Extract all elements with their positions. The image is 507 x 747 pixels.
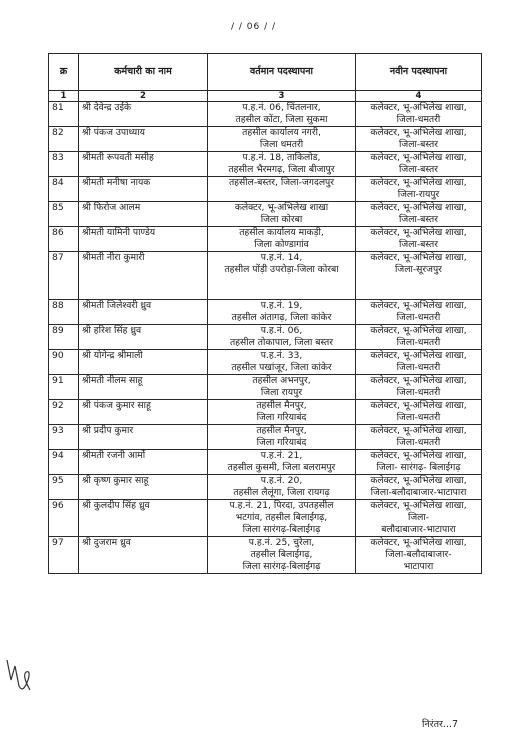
current-posting-line: प.ह.नं. 20, [260,475,303,486]
serial-number: 88 [49,300,79,325]
column-number: 2 [79,91,208,102]
current-posting-line: जिला गरियाबंद [256,412,307,423]
employee-name: श्री कृष्ण कुमार साहू [79,475,208,500]
current-posting-line: जिला धमतरी [259,139,304,150]
current-posting-line: जिला सारंगढ़-बिलाईगढ़ [242,524,321,535]
new-posting-line: जिला- [407,512,430,523]
current-posting-line: तहसील भैरमगढ़, जिला बीजापुर [228,164,335,175]
current-posting-line: तहसील कार्यालय नगरी, [242,127,321,138]
current-posting-line: तहसील लैलूंगा, जिला रायगढ़ [233,487,330,498]
employee-name: श्रीमती नीलम साहू [79,375,208,400]
current-posting-line: कलेक्टर, भू-अभिलेख शाखा [234,202,329,213]
current-posting [208,375,356,400]
new-posting-line: जिला-धमतरी [396,387,441,398]
table-row [49,177,482,202]
new-posting [356,325,482,350]
employee-name: श्री योगेन्द्र श्रीमाली [79,350,208,375]
column-number: 3 [208,91,356,102]
new-posting-line: जिला-धमतरी [396,437,441,448]
employee-name: श्री देवेन्द्र उईके [79,102,208,127]
new-posting-line: कलेक्टर, भू-अभिलेख शाखा, [370,300,467,311]
new-posting [356,102,482,127]
current-posting [208,152,356,177]
employee-name: श्रीमती जिलेश्वरी ध्रुव [79,300,208,325]
new-posting-line: कलेक्टर, भू-अभिलेख शाखा, [370,102,467,113]
current-posting [208,102,356,127]
new-posting-line: कलेक्टर, भू-अभिलेख शाखा, [370,375,467,386]
serial-number: 84 [49,177,79,202]
employee-name: श्री पंकज उपाध्याय [79,127,208,152]
header-new-posting: नवीन पदस्थापना [356,54,482,91]
new-posting-line: जिला-बस्तर [399,214,438,225]
new-posting-line: कलेक्टर, भू-अभिलेख शाखा, [370,425,467,436]
new-posting-line: जिला-धमतरी [396,337,441,348]
table-row [49,400,482,425]
serial-number: 92 [49,400,79,425]
employee-name: श्रीमती यामिनी पाण्डेय [79,227,208,252]
current-posting [208,177,356,202]
current-posting-line: तहसील अंतागढ़, जिला कांकेर [231,312,332,323]
page-number: / / 06 / / [230,22,277,32]
new-posting [356,227,482,252]
new-posting-line: भाटापारा [403,561,434,572]
current-posting-line: प.ह.नं. 18, ताकिलोड, [242,152,321,163]
serial-number: 95 [49,475,79,500]
current-posting [208,400,356,425]
current-posting [208,252,356,300]
new-posting-line: कलेक्टर, भू-अभिलेख शाखा, [370,350,467,361]
new-posting-line: जिला-धमतरी [396,312,441,323]
current-posting-line: तहसील पखांजूर, जिला कांकेर [231,362,332,373]
employee-name: श्री हरिश सिंह ध्रुव [79,325,208,350]
current-posting [208,300,356,325]
current-posting [208,350,356,375]
new-posting [356,252,482,300]
current-posting-line: जिला रायपुर [260,387,303,398]
current-posting-line: तहसील अभनपुर, [252,375,311,386]
signature-mark [4,650,36,694]
serial-number: 81 [49,102,79,127]
current-posting-line: प.ह.नं. 06, चिंतलनार, [242,102,321,113]
current-posting-line: प.ह.नं. 06, [260,325,303,336]
new-posting-line: जिला-बस्तर [399,139,438,150]
current-posting [208,537,356,574]
table-row [49,537,482,574]
serial-number: 97 [49,537,79,574]
employee-name: श्री दुजराम ध्रुव [79,537,208,574]
current-posting [208,475,356,500]
current-posting-line: भटगांव, तहसील बिलाईगढ़, [235,512,328,523]
serial-number: 94 [49,450,79,475]
transfer-table [48,53,482,574]
new-posting-line: बलौदाबाजार-भाटापारा [381,524,456,535]
column-number: 1 [49,91,79,102]
serial-number: 85 [49,202,79,227]
header-serial-number: क्र [49,54,79,91]
current-posting [208,450,356,475]
new-posting [356,202,482,227]
new-posting-line: कलेक्टर, भू-अभिलेख शाखा, [370,127,467,138]
table-row [49,500,482,537]
table-row [49,300,482,325]
new-posting-line: जिला-धमतरी [396,362,441,373]
current-posting-line: तहसील कुसमी, जिला बलरामपुर [227,462,336,473]
new-posting [356,152,482,177]
new-posting-line: जिला-रायपुर [397,189,440,200]
new-posting [356,425,482,450]
header-employee-name: कर्मचारी का नाम [79,54,208,91]
column-number-row [49,91,482,102]
column-number: 4 [356,91,482,102]
employee-name: श्रीमती रजनी आर्मो [79,450,208,475]
new-posting [356,400,482,425]
table-body [49,102,482,574]
new-posting-line: जिला-बलौदाबाजार- [385,549,452,560]
table-row [49,202,482,227]
current-posting-line: तहसील कार्यालय माकड़ी, [239,227,324,238]
new-posting-line: जिला-सूरजपुर [395,264,442,275]
serial-number: 83 [49,152,79,177]
new-posting [356,500,482,537]
new-posting-line: कलेक्टर, भू-अभिलेख शाखा, [370,177,467,188]
table-row [49,227,482,252]
header-current-posting: वर्तमान पदस्थापना [208,54,356,91]
new-posting [356,300,482,325]
new-posting [356,450,482,475]
current-posting-line: जिला गरियाबंद [256,437,307,448]
serial-number: 90 [49,350,79,375]
employee-name: श्री प्रदीप कुमार [79,425,208,450]
table-row [49,127,482,152]
new-posting-line: जिला-धमतरी [396,412,441,423]
table-row [49,252,482,300]
current-posting [208,227,356,252]
new-posting-line: जिला-धमतरी [396,114,441,125]
new-posting-line: कलेक्टर, भू-अभिलेख शाखा, [370,325,467,336]
current-posting-line: तहसील मैनपुर, [256,400,307,411]
current-posting-line: प.ह.नं. 19, [260,300,303,311]
table-row [49,425,482,450]
new-posting-line: कलेक्टर, भू-अभिलेख शाखा, [370,202,467,213]
current-posting-line: प.ह.नं. 33, [260,350,303,361]
serial-number: 93 [49,425,79,450]
new-posting [356,475,482,500]
current-posting-line: तहसील तोकापाल, जिला बस्तर [229,337,334,348]
current-posting [208,425,356,450]
current-posting-line: जिला सारंगढ़-बिलाईगढ़ [242,561,321,572]
current-posting-line: प.ह.नं. 14, [260,252,303,263]
serial-number: 86 [49,227,79,252]
serial-number: 89 [49,325,79,350]
employee-name: श्रीमती रूपवती मसीह [79,152,208,177]
new-posting-line: कलेक्टर, भू-अभिलेख शाखा, [370,450,467,461]
current-posting [208,127,356,152]
current-posting-line: तहसील-बस्तर, जिला-जगदलपुर [228,177,335,188]
table-row [49,325,482,350]
new-posting-line: कलेक्टर, भू-अभिलेख शाखा, [370,152,467,163]
current-posting-line: तहसील बिलाईगढ़, [250,549,313,560]
new-posting-line: जिला-बस्तर [399,164,438,175]
new-posting [356,177,482,202]
new-posting-line: जिला-बलौदाबाजार-भाटापारा [370,487,467,498]
table-row [49,475,482,500]
current-posting-line: जिला कोरबा [260,214,303,225]
new-posting-line: कलेक्टर, भू-अभिलेख शाखा, [370,537,467,548]
current-posting [208,202,356,227]
serial-number: 91 [49,375,79,400]
table-row [49,375,482,400]
new-posting-line: कलेक्टर, भू-अभिलेख शाखा, [370,227,467,238]
current-posting-line: प.ह.नं. 25, चुरेला, [248,537,315,548]
serial-number: 96 [49,500,79,537]
current-posting-line: तहसील कोंटा, जिला सुकमा [235,114,328,125]
table-row [49,450,482,475]
table-row [49,102,482,127]
current-posting-line: तहसील पोंड़ी उपरोड़ा-जिला कोरबा [224,264,339,275]
serial-number: 87 [49,252,79,300]
current-posting-line: प.ह.नं. 21, पिरदा, उपतहसील [229,500,334,511]
employee-name: श्रीमती नीरा कुमारी [79,252,208,300]
current-posting-line: जिला कोण्डागांव [254,239,309,250]
new-posting [356,375,482,400]
current-posting-line: तहसील मैनपुर, [256,425,307,436]
new-posting-line: जिला-बस्तर [399,239,438,250]
new-posting-line: कलेक्टर, भू-अभिलेख शाखा, [370,500,467,511]
current-posting [208,500,356,537]
employee-name: श्री फिरोज आलम [79,202,208,227]
new-posting [356,537,482,574]
continued-note: निरंतर...7 [422,719,459,730]
employee-name: श्रीमती मनीषा नायक [79,177,208,202]
current-posting [208,325,356,350]
employee-name: श्री पंकज कुमार साहू [79,400,208,425]
serial-number: 82 [49,127,79,152]
new-posting-line: जिला- सारंगढ़- बिलाईगढ़ [376,462,461,473]
table-row [49,350,482,375]
new-posting [356,127,482,152]
new-posting-line: कलेक्टर, भू-अभिलेख शाखा, [370,252,467,263]
table-row [49,152,482,177]
new-posting-line: कलेक्टर, भू-अभिलेख शाखा, [370,400,467,411]
new-posting [356,350,482,375]
current-posting-line: प.ह.नं. 21, [260,450,303,461]
header-row [49,54,482,91]
employee-name: श्री कुलदीप सिंह ध्रुव [79,500,208,537]
new-posting-line: कलेक्टर, भू-अभिलेख शाखा, [370,475,467,486]
